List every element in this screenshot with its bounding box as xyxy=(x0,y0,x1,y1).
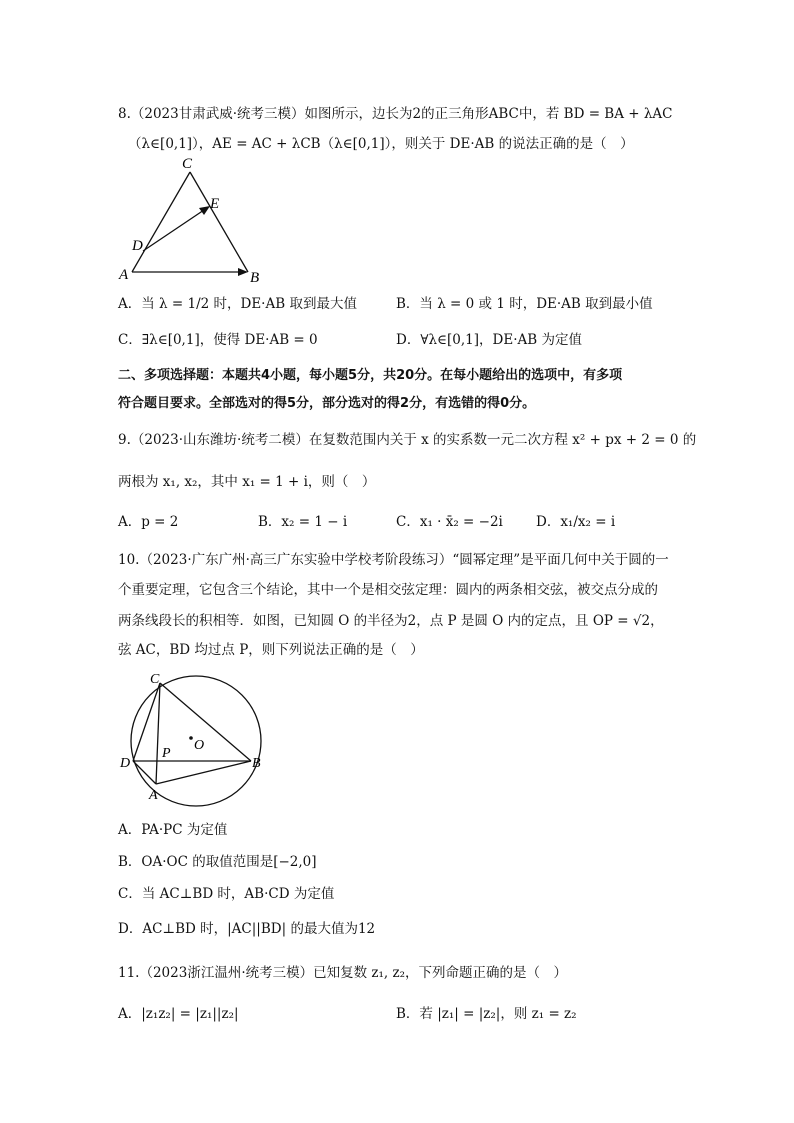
q8-label-b: B xyxy=(250,270,260,282)
q9-option-a: A．p = 2 xyxy=(118,514,179,530)
q10-stem-line3: 两条线段长的积相等．如图，已知圆 O 的半径为2，点 P 是圆 O 内的定点，且 OP = √2， xyxy=(118,613,664,629)
q8-option-c: C．∃λ∈[0,1]，使得 DE·AB = 0 xyxy=(118,332,318,348)
q10-option-a: A．PA·PC 为定值 xyxy=(118,822,228,838)
q8-triangle-figure xyxy=(112,152,262,282)
q10-label-p: P xyxy=(162,746,171,761)
q10-option-b: B．OA·OC 的取值范围是[−2,0] xyxy=(118,854,317,870)
q10-label-a: A xyxy=(149,788,158,803)
q9-stem-line2: 两根为 x₁, x₂，其中 x₁ = 1 + i，则（ ） xyxy=(118,474,376,490)
q9-option-b: B．x₂ = 1 − i xyxy=(258,514,348,530)
q8-stem-line2: （λ∈[0,1]），AE = AC + λCB（λ∈[0,1]），则关于 DE·AB 的说法正确的是（ ） xyxy=(128,136,634,152)
q9-stem-line1: 9.（2023·山东潍坊·统考二模）在复数范围内关于 x 的实系数一元二次方程 x² + px + 2 = 0 的 xyxy=(118,432,697,448)
q9-option-d: D．x₁/x₂ = i xyxy=(536,514,616,530)
q8-option-b: B．当 λ = 0 或 1 时，DE·AB 取到最小值 xyxy=(396,296,653,312)
q10-stem-line1: 10.（2023·广东广州·高三广东实验中学校考阶段练习）“圆幂定理”是平面几何中关于圆的一 xyxy=(118,552,669,568)
q11-stem-line1: 11.（2023浙江温州·统考三模）已知复数 z₁, z₂，下列命题正确的是（ ） xyxy=(118,965,568,981)
q10-option-d: D．AC⊥BD 时，|AC||BD| 的最大值为12 xyxy=(118,921,376,937)
section2-heading-line2: 符合题目要求。全部选对的得5分，部分选对的得2分，有选错的得0分。 xyxy=(118,396,536,411)
q8-label-e: E xyxy=(210,196,220,212)
q8-label-c: C xyxy=(182,156,193,172)
q10-label-d: D xyxy=(120,756,131,771)
q10-label-c: C xyxy=(150,672,160,687)
q8-stem-line1: 8.（2023甘肃武威·统考三模）如图所示，边长为2的正三角形ABC中，若 BD = BA + λAC xyxy=(118,106,673,122)
q10-circle-figure xyxy=(112,668,272,813)
q11-option-a: A．|z₁z₂| = |z₁||z₂| xyxy=(118,1006,239,1022)
q9-option-c: C．x₁ · x̄₂ = −2i xyxy=(396,514,503,530)
q10-stem-line2: 个重要定理，它包含三个结论，其中一个是相交弦定理：圆内的两条相交弦，被交点分成的 xyxy=(118,582,658,598)
q8-option-d: D．∀λ∈[0,1]，DE·AB 为定值 xyxy=(396,332,582,348)
q10-option-c: C．当 AC⊥BD 时，AB·CD 为定值 xyxy=(118,886,335,902)
q8-label-d: D xyxy=(132,238,143,254)
q10-stem-line4: 弦 AC，BD 均过点 P，则下列说法正确的是（ ） xyxy=(118,642,424,658)
section2-heading-line1: 二、多项选择题：本题共4小题，每小题5分，共20分。在每小题给出的选项中，有多项 xyxy=(118,368,623,383)
q10-label-b: B xyxy=(252,756,261,771)
q8-label-a: A xyxy=(119,267,129,282)
q10-label-o: O xyxy=(194,738,205,753)
q8-option-a: A．当 λ = 1/2 时，DE·AB 取到最大值 xyxy=(118,296,357,312)
q11-option-b: B．若 |z₁| = |z₂|，则 z₁ = z₂ xyxy=(396,1006,577,1022)
